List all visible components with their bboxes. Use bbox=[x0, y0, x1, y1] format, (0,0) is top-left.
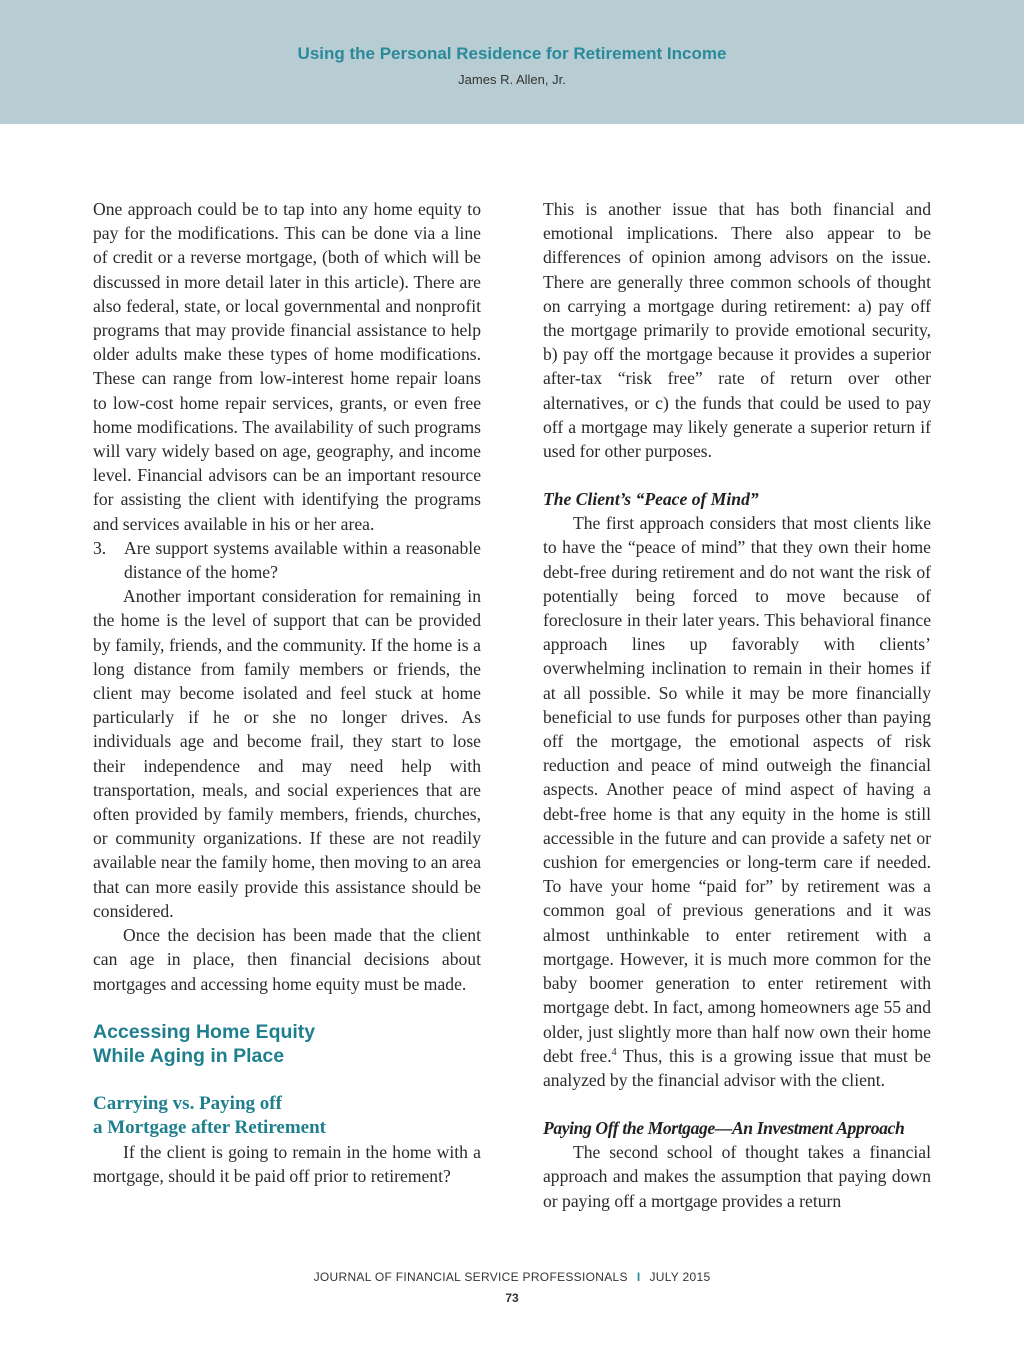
section-heading-line: Accessing Home Equity bbox=[93, 1020, 316, 1043]
paragraph: One approach could be to tap into any home equity to pay for the modifications. This can be done via a line of credit or a reverse mortgage, (both of which will be discussed in more detail later in this article). There are also federal, state, or local governmental and nonprofit programs that may provide financial assistance to help older adults make these types of home modifications. These can range from low-interest home repair loans to low-cost home repair services, grants, or even free home modifications. The availability of such programs will vary widely based on age, geography, and income level. Financial advisors can be an important resource for assisting the client with identifying the programs and services available in his or her area. bbox=[93, 199, 481, 534]
paragraph: Once the decision has been made that the client can age in place, then financial decisions about mortgages and accessing home equity must be made. bbox=[93, 925, 481, 994]
subsection-heading: The Client’s “Peace of Mind” bbox=[543, 489, 759, 510]
page-footer bbox=[0, 1270, 1024, 1284]
paragraph: This is another issue that has both financial and emotional implications. There also appear to be differences of opinion among advisors on the issue. There are generally three common schools of thought on carrying a mortgage during retirement: a) pay off the mortgage primarily to provide emotional security, b) pay off the mortgage because it provides a superior after-tax “risk free” rate of return over other alternatives, or c) the funds that could be used to pay off a mortgage may likely generate a superior return if used for other purposes. bbox=[543, 199, 931, 462]
section-heading-line: While Aging in Place bbox=[93, 1044, 285, 1067]
paragraph-text: Thus, this is a growing issue that must be analyzed by the financial advisor with the client. bbox=[543, 1045, 931, 1090]
page-header-band bbox=[0, 0, 1024, 124]
paragraph: Another important consideration for remaining in the home is the level of support that can be provided by family, friends, and the community. If the home is a long distance from family members or friends, the client may become isolated and feel stuck at home particularly if he or she no longer drives. As individuals age and become frail, they start to lose their independence and may need help with transportation, meals, and social experiences that are often provided by family members, friends, churches, or community organizations. If these are not readily available near the family home, then moving to an area that can more easily provide this assistance should be considered. bbox=[93, 586, 481, 921]
footnote-reference[interactable]: 4 bbox=[611, 1046, 617, 1058]
list-text: Are support systems available within a reasonable distance of the home? bbox=[124, 537, 481, 583]
page-number: 73 bbox=[505, 1291, 519, 1305]
paragraph: If the client is going to remain in the home with a mortgage, should it be paid off prior to retirement? bbox=[93, 1141, 481, 1186]
paragraph bbox=[543, 511, 931, 1092]
running-author: James R. Allen, Jr. bbox=[458, 72, 566, 87]
paragraph: The second school of thought takes a financial approach and makes the assumption that paying down or paying off a mortgage provides a return bbox=[543, 1142, 931, 1211]
left-column bbox=[93, 197, 481, 1188]
subsection-heading-line: Carrying vs. Paying off bbox=[93, 1092, 282, 1114]
running-title: Using the Personal Residence for Retirement Income bbox=[297, 44, 727, 63]
issue-date: JULY 2015 bbox=[649, 1270, 711, 1284]
subsection-heading-line: a Mortgage after Retirement bbox=[93, 1116, 326, 1138]
section-heading bbox=[93, 1020, 481, 1068]
right-column bbox=[543, 197, 931, 1213]
journal-name: JOURNAL OF FINANCIAL SERVICE PROFESSIONALS bbox=[313, 1270, 628, 1284]
subsection-heading: Paying Off the Mortgage—An Investment Approach bbox=[543, 1118, 905, 1139]
list-number: 3. bbox=[93, 537, 107, 558]
list-item bbox=[93, 536, 481, 584]
subsection-heading bbox=[93, 1092, 481, 1140]
footer-separator: I bbox=[636, 1270, 641, 1284]
paragraph-text: The first approach considers that most clients like to have the “peace of mind” that they own their home debt-free during retirement and do not want the risk of potentially being forced to move because of foreclosure in their later years. This behavioral finance approach lines up favorably with clients’ overwhelming inclination to remain in their homes if at all possible. So while it may be more financially beneficial to use funds for purposes other than paying off the mortgage, the emotional aspects of risk reduction and peace of mind outweigh the financial aspects. Another peace of mind aspect of having a debt-free home is that any equity in the home is still accessible in the future and can provide a safety net or cushion for emergencies or long-term care if needed. To have your home “paid for” by retirement was a common goal of previous generations and it was almost unthinkable to enter retirement with a mortgage. However, it is much more common for the baby boomer generation to enter retirement with mortgage debt. In fact, among homeowners age 55 and older, just slightly more than half now own their home debt free. bbox=[543, 513, 931, 1066]
